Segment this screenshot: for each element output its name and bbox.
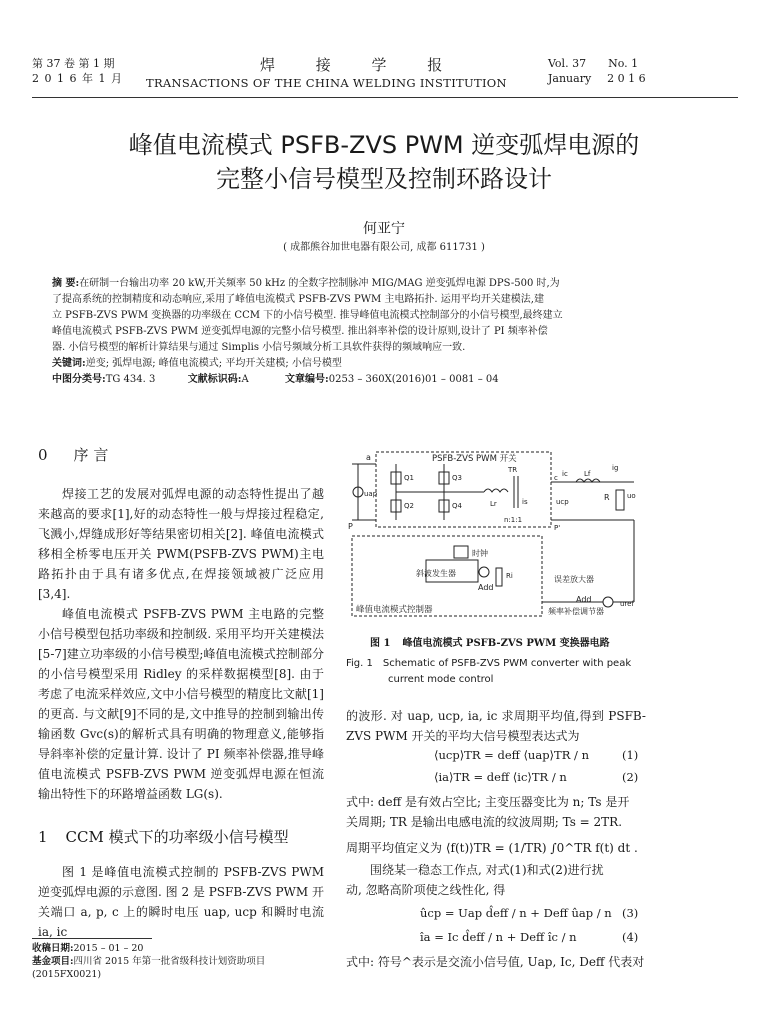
label-ig: ig bbox=[612, 464, 619, 472]
header-rule bbox=[32, 97, 738, 98]
equation-2: ⟨ia⟩TR = deff ⟨ic⟩TR / n bbox=[434, 770, 567, 784]
section-1-body: 图 1 是峰值电流模式控制的 PSFB-ZVS PWM 逆变弧焊电源的示意图. 图 2 是 PSFB-ZVS PWM 开关端口 a, p, c 上的瞬时电压 uap, ucp 和瞬时电流 ia, ic bbox=[38, 865, 324, 939]
psfb-block-label: PSFB-ZVS PWM 开关 bbox=[432, 454, 517, 464]
keywords: 关键词:逆变; 弧焊电源; 峰值电流模式; 平均开关建模; 小信号模型 bbox=[52, 358, 342, 369]
section-0-body: 焊接工艺的发展对弧焊电源的动态特性提出了越来越高的要求[1],好的动态特性一般与焊接过程稳定,飞溅小,焊缝成形好等结果密切相关[2]. 峰值电流模式移相全桥零电压开关 PWM(PSFB-ZVS PWM)主电路拓扑由于具有诸多优点,在焊接领域被广泛应用[3,4]. 峰值电流模式 PSFB-ZVS PWM 主电路的完整小信号模型包括功率级和控制级. 采用平均开关建模法[5-7]建立功率级的小信号模型;峰值电流模式控制部分的小信号模型采用 Ridley 的采样数据模型[8]. 由于考虑了电流采样效应,文中小信号模型的精度比文献[1]的更高. 与文献[9]不同的是,文中推导的控制到输出传输函数 Gvc(s)的解析式具有明确的物理意义,能够指导斜率补偿的定量计算. 设计了 PI 频率补偿器,推导峰值电流模式 PSFB-ZVS PWM 逆变弧焊电源在恒流输出特性下的环路增益函数 LG(s). bbox=[38, 487, 324, 801]
label-Q1: Q1 bbox=[404, 474, 414, 482]
journal-title-en: TRANSACTIONS OF THE CHINA WELDING INSTITUTION bbox=[146, 76, 507, 90]
right-col-definitions: 式中: deff 是有效占空比; 主变压器变比为 n; Ts 是开 关周期; TR 是输出电感电流的纹波周期; Ts = 2TR. 周期平均值定义为 ⟨f(t)⟩TR = (1/TR) ∫0^TR f(t) dt . bbox=[346, 795, 638, 855]
equation-3-number: (3) bbox=[622, 906, 639, 920]
equation-4-number: (4) bbox=[622, 930, 639, 944]
label-P: P bbox=[348, 522, 353, 531]
label-Q3: Q3 bbox=[452, 474, 462, 482]
right-col-last-line: 式中: 符号^表示是交流小信号值, Uap, Ic, Deff 代表对 bbox=[346, 955, 645, 969]
header-volume-en: Vol. 37 No. 1 January 2 0 1 6 bbox=[548, 57, 646, 85]
section-1-heading: 1 CCM 模式下的功率级小信号模型 bbox=[38, 828, 289, 846]
label-Q4: Q4 bbox=[452, 502, 462, 510]
label-Lf: Lf bbox=[584, 470, 591, 478]
right-col-perturb: 围绕某一稳态工作点, 对式(1)和式(2)进行扰 动, 忽略高阶项使之线性化, 得 bbox=[346, 863, 604, 897]
equation-1: ⟨ucp⟩TR = deff ⟨uap⟩TR / n bbox=[434, 748, 589, 762]
label-ic: ic bbox=[562, 470, 568, 478]
abstract-label: 摘 要: bbox=[52, 278, 80, 289]
equation-3: ûcp = Uap d̂eff / n + Deff ûap / n bbox=[420, 906, 612, 920]
label-Q2: Q2 bbox=[404, 502, 414, 510]
figure-1-caption-cn: 图 1 峰值电流模式 PSFB-ZVS PWM 变换器电路 bbox=[370, 638, 610, 649]
label-uap: uap bbox=[364, 490, 378, 498]
equation-2-number: (2) bbox=[622, 770, 639, 784]
label-ratio: n:1:1 bbox=[504, 516, 523, 524]
label-add2: Add bbox=[576, 595, 592, 604]
equation-1-number: (1) bbox=[622, 748, 639, 762]
header-volume-cn: 第 37 卷 第 1 期 2 0 1 6 年 1 月 bbox=[32, 57, 123, 85]
footnote-rule bbox=[32, 938, 152, 939]
label-add1: Add bbox=[478, 583, 494, 592]
paper-title: 峰值电流模式 PSFB-ZVS PWM 逆变弧焊电源的 完整小信号模型及控制环路设计 bbox=[128, 131, 640, 193]
section-0-heading: 0 序 言 bbox=[38, 446, 109, 464]
label-Lr: Lr bbox=[490, 500, 497, 508]
label-TR: TR bbox=[508, 466, 518, 474]
label-clock: 时钟 bbox=[472, 549, 488, 558]
figure-1-caption-en: Fig. 1 Schematic of PSFB-ZVS PWM converter with peak current mode control bbox=[346, 658, 632, 685]
label-ramp: 斜波发生器 bbox=[416, 569, 456, 578]
label-uo: uo bbox=[627, 492, 636, 500]
figure-1-circuit bbox=[344, 442, 652, 632]
journal-title-cn: 焊 接 学 报 bbox=[260, 56, 461, 74]
equation-4: îa = Ic d̂eff / n + Deff îc / n bbox=[420, 930, 577, 944]
label-error-amp: 误差放大器 bbox=[554, 575, 594, 584]
author: 何亚宁 bbox=[363, 221, 405, 237]
label-R: R bbox=[604, 493, 610, 502]
classification: 中图分类号:TG 434. 3 文献标识码:A 文章编号:0253 – 360X(2016)01 – 0081 – 04 bbox=[52, 374, 499, 385]
label-uref: uref bbox=[620, 600, 634, 608]
affiliation: ( 成都熊谷加世电器有限公司, 成都 611731 ) bbox=[283, 242, 485, 253]
abstract: 摘 要:在研制一台输出功率 20 kW,开关频率 50 kHz 的全数字控制脉冲 MIG/MAG 逆变弧焊电源 DPS-500 时,为 了提高系统的控制精度和动态响应,采用了峰值电流模式 PSFB-ZVS PWM 主电路拓扑. 运用平均开关建模法,建 立 PSFB-ZVS PWM 变换器的功率级在 CCM 下的小信号模型. 推导峰值电流模式控制部分的小信号模型,最终建立 峰值电流模式 PSFB-ZVS PWM 逆变弧焊电源的完整小信号模型. 推出斜率补偿的设计原则,设计了 PI 频率补偿 器. 小信号模型的解析计算结果与通过 Simplis 小信号频域分析工具软件获得的频域响应一致. 关键词:逆变; 弧焊电源; 峰值电流模式; 平均开关建模; 小信号模型 中图分类号:TG 434. 3 文献标识码:A 文章编号:0253 – 360X(2016)01 – 0081 – 04 bbox=[52, 276, 716, 388]
label-is: is bbox=[522, 498, 528, 506]
label-ucp: ucp bbox=[556, 498, 569, 506]
label-Ri: Ri bbox=[506, 572, 513, 580]
label-Pprime: P' bbox=[554, 524, 561, 532]
footnotes: 收稿日期:2015 – 01 – 20 基金项目:四川省 2015 年第一批省级科技计划资助项目(2015FX0021) bbox=[32, 943, 266, 980]
controller-block-label: 峰值电流模式控制器 bbox=[356, 605, 433, 615]
right-col-intro: 的波形. 对 uap, ucp, ia, ic 求周期平均值,得到 PSFB-ZVS PWM 开关的平均大信号模型表达式为 bbox=[346, 709, 646, 743]
label-c: c bbox=[554, 474, 558, 482]
label-a: a bbox=[366, 453, 371, 462]
label-compensator: 频率补偿调节器 bbox=[548, 607, 604, 616]
